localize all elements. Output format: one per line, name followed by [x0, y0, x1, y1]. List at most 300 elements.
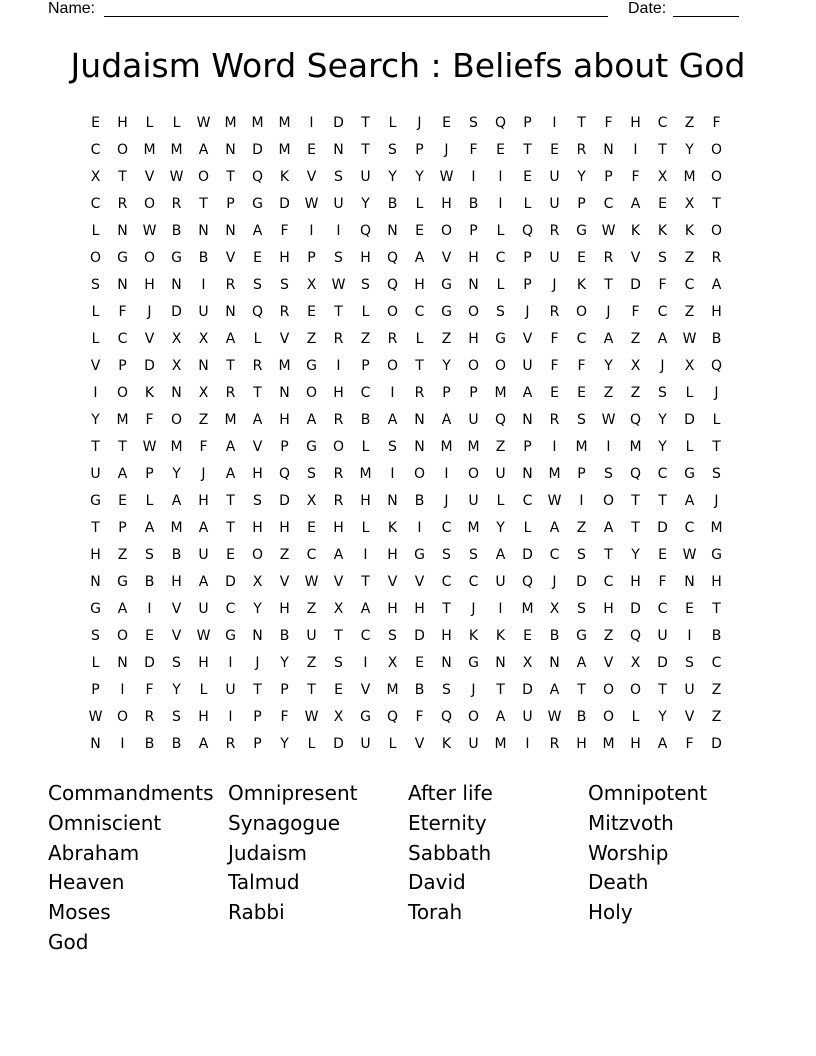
grid-letter[interactable]: L: [523, 520, 532, 536]
grid-letter[interactable]: W: [88, 709, 103, 725]
grid-letter[interactable]: O: [629, 682, 642, 698]
grid-letter[interactable]: F: [550, 358, 559, 374]
grid-letter[interactable]: V: [225, 250, 236, 266]
grid-letter[interactable]: D: [711, 736, 722, 752]
grid-letter[interactable]: E: [523, 169, 532, 185]
grid-letter[interactable]: Z: [684, 115, 695, 131]
grid-letter[interactable]: O: [143, 250, 156, 266]
grid-letter[interactable]: S: [469, 547, 478, 563]
grid-letter[interactable]: R: [549, 736, 560, 752]
grid-letter[interactable]: R: [279, 304, 290, 320]
grid-letter[interactable]: D: [522, 547, 533, 563]
grid-letter[interactable]: F: [631, 304, 640, 320]
grid-letter[interactable]: X: [306, 493, 317, 509]
grid-letter[interactable]: J: [525, 304, 530, 320]
grid-letter[interactable]: M: [359, 466, 372, 482]
grid-letter[interactable]: H: [198, 493, 209, 509]
grid-letter[interactable]: N: [198, 358, 209, 374]
grid-letter[interactable]: E: [523, 628, 532, 644]
grid-letter[interactable]: J: [255, 655, 260, 671]
grid-letter[interactable]: N: [279, 385, 290, 401]
grid-letter[interactable]: G: [225, 628, 236, 644]
grid-letter[interactable]: N: [414, 412, 425, 428]
grid-letter[interactable]: H: [441, 628, 452, 644]
grid-letter[interactable]: O: [440, 223, 453, 239]
grid-letter[interactable]: P: [523, 115, 532, 131]
grid-letter[interactable]: I: [228, 709, 233, 725]
grid-letter[interactable]: L: [361, 520, 370, 536]
grid-letter[interactable]: S: [658, 250, 667, 266]
grid-letter[interactable]: X: [333, 709, 344, 725]
grid-letter[interactable]: U: [198, 304, 209, 320]
grid-letter[interactable]: J: [444, 142, 449, 158]
grid-letter[interactable]: J: [714, 493, 719, 509]
grid-letter[interactable]: U: [468, 412, 479, 428]
grid-letter[interactable]: N: [171, 385, 182, 401]
grid-letter[interactable]: H: [468, 331, 479, 347]
grid-letter[interactable]: Y: [172, 466, 181, 482]
grid-letter[interactable]: N: [117, 223, 128, 239]
grid-letter[interactable]: T: [118, 169, 127, 185]
grid-letter[interactable]: H: [117, 115, 128, 131]
grid-letter[interactable]: R: [225, 385, 236, 401]
grid-letter[interactable]: L: [253, 331, 262, 347]
grid-letter[interactable]: I: [525, 736, 530, 752]
grid-letter[interactable]: Z: [117, 547, 128, 563]
grid-letter[interactable]: Q: [494, 115, 507, 131]
grid-letter[interactable]: L: [388, 736, 397, 752]
grid-letter[interactable]: F: [145, 412, 154, 428]
grid-letter[interactable]: Q: [494, 412, 507, 428]
grid-letter[interactable]: Y: [658, 709, 667, 725]
grid-letter[interactable]: S: [307, 466, 316, 482]
grid-letter[interactable]: O: [494, 358, 507, 374]
grid-letter[interactable]: H: [360, 493, 371, 509]
grid-letter[interactable]: Q: [386, 709, 399, 725]
grid-letter[interactable]: U: [549, 250, 560, 266]
grid-letter[interactable]: F: [145, 682, 154, 698]
grid-letter[interactable]: Z: [306, 601, 317, 617]
grid-letter[interactable]: A: [171, 493, 182, 509]
grid-letter[interactable]: H: [711, 304, 722, 320]
grid-letter[interactable]: I: [201, 277, 206, 293]
grid-letter[interactable]: D: [144, 358, 155, 374]
grid-letter[interactable]: R: [549, 304, 560, 320]
grid-letter[interactable]: Z: [441, 331, 452, 347]
grid-letter[interactable]: M: [494, 736, 507, 752]
grid-letter[interactable]: Y: [577, 169, 586, 185]
grid-letter[interactable]: X: [90, 169, 101, 185]
grid-letter[interactable]: R: [333, 466, 344, 482]
grid-letter[interactable]: E: [658, 196, 667, 212]
grid-letter[interactable]: G: [711, 547, 722, 563]
grid-letter[interactable]: C: [657, 466, 668, 482]
grid-letter[interactable]: M: [629, 439, 642, 455]
grid-letter[interactable]: B: [198, 250, 209, 266]
grid-letter[interactable]: M: [494, 385, 507, 401]
grid-letter[interactable]: Y: [280, 736, 289, 752]
grid-letter[interactable]: I: [363, 547, 368, 563]
grid-letter[interactable]: W: [304, 574, 319, 590]
grid-letter[interactable]: H: [576, 736, 587, 752]
grid-letter[interactable]: T: [604, 277, 613, 293]
grid-letter[interactable]: S: [91, 277, 100, 293]
grid-letter[interactable]: B: [279, 628, 290, 644]
grid-letter[interactable]: P: [469, 223, 478, 239]
grid-letter[interactable]: L: [307, 736, 316, 752]
grid-letter[interactable]: C: [684, 520, 695, 536]
grid-letter[interactable]: O: [332, 439, 345, 455]
grid-letter[interactable]: D: [252, 142, 263, 158]
grid-letter[interactable]: O: [710, 169, 723, 185]
grid-letter[interactable]: N: [171, 277, 182, 293]
grid-letter[interactable]: K: [576, 277, 587, 293]
grid-letter[interactable]: G: [441, 277, 452, 293]
grid-letter[interactable]: P: [307, 250, 316, 266]
grid-letter[interactable]: B: [711, 331, 722, 347]
grid-letter[interactable]: M: [278, 142, 291, 158]
grid-letter[interactable]: L: [199, 682, 208, 698]
grid-letter[interactable]: B: [360, 412, 371, 428]
grid-letter[interactable]: T: [496, 682, 505, 698]
grid-letter[interactable]: U: [333, 196, 344, 212]
grid-letter[interactable]: S: [172, 709, 181, 725]
grid-letter[interactable]: O: [467, 466, 480, 482]
grid-letter[interactable]: R: [171, 196, 182, 212]
grid-letter[interactable]: O: [602, 682, 615, 698]
grid-letter[interactable]: O: [143, 196, 156, 212]
grid-letter[interactable]: I: [552, 439, 557, 455]
grid-letter[interactable]: C: [711, 655, 722, 671]
grid-letter[interactable]: X: [630, 655, 641, 671]
grid-letter[interactable]: M: [521, 601, 534, 617]
grid-letter[interactable]: P: [91, 682, 100, 698]
grid-letter[interactable]: C: [603, 196, 614, 212]
grid-letter[interactable]: B: [414, 493, 425, 509]
grid-letter[interactable]: G: [171, 250, 182, 266]
grid-letter[interactable]: M: [467, 520, 480, 536]
grid-letter[interactable]: E: [307, 520, 316, 536]
grid-letter[interactable]: Y: [685, 142, 694, 158]
grid-letter[interactable]: O: [710, 142, 723, 158]
grid-letter[interactable]: H: [90, 547, 101, 563]
grid-letter[interactable]: A: [495, 547, 506, 563]
grid-letter[interactable]: V: [522, 331, 533, 347]
grid-letter[interactable]: V: [684, 709, 695, 725]
grid-letter[interactable]: Q: [521, 223, 534, 239]
grid-letter[interactable]: J: [471, 601, 476, 617]
grid-letter[interactable]: N: [198, 223, 209, 239]
grid-letter[interactable]: E: [253, 250, 262, 266]
grid-letter[interactable]: E: [415, 655, 424, 671]
grid-letter[interactable]: C: [549, 547, 560, 563]
grid-letter[interactable]: L: [361, 304, 370, 320]
grid-letter[interactable]: N: [387, 223, 398, 239]
grid-letter[interactable]: I: [579, 493, 584, 509]
name-field[interactable]: [104, 0, 608, 17]
grid-letter[interactable]: L: [388, 115, 397, 131]
grid-letter[interactable]: Z: [306, 331, 317, 347]
grid-letter[interactable]: N: [252, 628, 263, 644]
grid-letter[interactable]: X: [171, 331, 182, 347]
grid-letter[interactable]: A: [225, 439, 236, 455]
grid-letter[interactable]: Y: [280, 655, 289, 671]
grid-letter[interactable]: Q: [251, 169, 264, 185]
grid-letter[interactable]: S: [712, 466, 721, 482]
grid-letter[interactable]: O: [386, 358, 399, 374]
grid-letter[interactable]: L: [91, 304, 100, 320]
grid-letter[interactable]: N: [549, 655, 560, 671]
grid-letter[interactable]: S: [442, 547, 451, 563]
grid-letter[interactable]: A: [144, 520, 155, 536]
grid-letter[interactable]: R: [333, 493, 344, 509]
grid-letter[interactable]: H: [252, 466, 263, 482]
grid-letter[interactable]: G: [414, 547, 425, 563]
grid-letter[interactable]: Z: [198, 412, 209, 428]
grid-letter[interactable]: K: [495, 628, 506, 644]
grid-letter[interactable]: A: [549, 682, 560, 698]
grid-letter[interactable]: N: [225, 223, 236, 239]
grid-letter[interactable]: X: [198, 331, 209, 347]
grid-letter[interactable]: U: [360, 169, 371, 185]
grid-letter[interactable]: V: [603, 655, 614, 671]
grid-letter[interactable]: K: [441, 736, 452, 752]
grid-letter[interactable]: D: [630, 601, 641, 617]
grid-letter[interactable]: O: [170, 412, 183, 428]
grid-letter[interactable]: I: [390, 466, 395, 482]
grid-letter[interactable]: V: [144, 331, 155, 347]
grid-letter[interactable]: H: [387, 601, 398, 617]
grid-letter[interactable]: Q: [386, 250, 399, 266]
grid-letter[interactable]: H: [630, 115, 641, 131]
grid-letter[interactable]: O: [467, 358, 480, 374]
grid-letter[interactable]: H: [630, 574, 641, 590]
grid-letter[interactable]: T: [307, 682, 316, 698]
grid-letter[interactable]: C: [414, 304, 425, 320]
word-search-grid[interactable]: [82, 110, 730, 758]
grid-letter[interactable]: I: [498, 169, 503, 185]
grid-letter[interactable]: U: [549, 196, 560, 212]
grid-letter[interactable]: T: [631, 520, 640, 536]
grid-letter[interactable]: M: [278, 358, 291, 374]
grid-letter[interactable]: W: [439, 169, 454, 185]
grid-letter[interactable]: U: [657, 628, 668, 644]
grid-letter[interactable]: S: [388, 439, 397, 455]
grid-letter[interactable]: A: [252, 412, 263, 428]
grid-letter[interactable]: F: [415, 709, 424, 725]
grid-letter[interactable]: H: [603, 601, 614, 617]
grid-letter[interactable]: T: [226, 169, 235, 185]
grid-letter[interactable]: S: [145, 547, 154, 563]
grid-letter[interactable]: W: [547, 493, 562, 509]
grid-letter[interactable]: L: [712, 412, 721, 428]
grid-letter[interactable]: N: [225, 304, 236, 320]
grid-letter[interactable]: S: [172, 655, 181, 671]
grid-letter[interactable]: N: [468, 277, 479, 293]
grid-letter[interactable]: V: [360, 682, 371, 698]
grid-letter[interactable]: L: [172, 115, 181, 131]
grid-letter[interactable]: O: [116, 385, 129, 401]
grid-letter[interactable]: T: [577, 115, 586, 131]
grid-letter[interactable]: J: [660, 358, 665, 374]
grid-letter[interactable]: W: [682, 547, 697, 563]
grid-letter[interactable]: A: [603, 331, 614, 347]
grid-letter[interactable]: A: [198, 736, 209, 752]
grid-letter[interactable]: I: [336, 358, 341, 374]
grid-letter[interactable]: T: [712, 439, 721, 455]
grid-letter[interactable]: B: [711, 628, 722, 644]
grid-letter[interactable]: C: [441, 574, 452, 590]
grid-letter[interactable]: K: [630, 223, 641, 239]
grid-letter[interactable]: C: [495, 250, 506, 266]
grid-letter[interactable]: N: [387, 493, 398, 509]
grid-letter[interactable]: E: [442, 115, 451, 131]
grid-letter[interactable]: H: [414, 601, 425, 617]
grid-letter[interactable]: M: [602, 736, 615, 752]
grid-letter[interactable]: I: [336, 223, 341, 239]
grid-letter[interactable]: M: [224, 115, 237, 131]
grid-letter[interactable]: N: [522, 412, 533, 428]
grid-letter[interactable]: Q: [278, 466, 291, 482]
grid-letter[interactable]: F: [658, 277, 667, 293]
grid-letter[interactable]: R: [333, 331, 344, 347]
grid-letter[interactable]: W: [547, 709, 562, 725]
grid-letter[interactable]: A: [441, 412, 452, 428]
grid-letter[interactable]: J: [606, 304, 611, 320]
grid-letter[interactable]: I: [606, 439, 611, 455]
grid-letter[interactable]: D: [657, 655, 668, 671]
grid-letter[interactable]: J: [444, 493, 449, 509]
grid-letter[interactable]: H: [198, 655, 209, 671]
grid-letter[interactable]: U: [495, 466, 506, 482]
grid-letter[interactable]: I: [228, 655, 233, 671]
grid-letter[interactable]: R: [144, 709, 155, 725]
grid-letter[interactable]: B: [171, 223, 182, 239]
grid-letter[interactable]: U: [90, 466, 101, 482]
grid-letter[interactable]: T: [334, 304, 343, 320]
grid-letter[interactable]: A: [630, 196, 641, 212]
grid-letter[interactable]: R: [333, 412, 344, 428]
grid-letter[interactable]: G: [90, 493, 101, 509]
grid-letter[interactable]: P: [415, 142, 424, 158]
grid-letter[interactable]: M: [170, 520, 183, 536]
grid-letter[interactable]: Y: [172, 682, 181, 698]
grid-letter[interactable]: T: [226, 493, 235, 509]
grid-letter[interactable]: L: [415, 196, 424, 212]
grid-letter[interactable]: O: [251, 547, 264, 563]
grid-letter[interactable]: U: [684, 682, 695, 698]
grid-letter[interactable]: W: [169, 169, 184, 185]
grid-letter[interactable]: H: [387, 547, 398, 563]
grid-letter[interactable]: G: [441, 304, 452, 320]
grid-letter[interactable]: Y: [658, 412, 667, 428]
grid-letter[interactable]: B: [171, 547, 182, 563]
grid-letter[interactable]: Z: [684, 304, 695, 320]
grid-letter[interactable]: G: [576, 223, 587, 239]
grid-letter[interactable]: A: [495, 709, 506, 725]
grid-letter[interactable]: A: [549, 520, 560, 536]
grid-letter[interactable]: J: [714, 385, 719, 401]
grid-letter[interactable]: G: [306, 439, 317, 455]
grid-letter[interactable]: I: [633, 142, 638, 158]
grid-letter[interactable]: B: [576, 709, 587, 725]
grid-letter[interactable]: O: [116, 709, 129, 725]
grid-letter[interactable]: F: [199, 439, 208, 455]
grid-letter[interactable]: G: [495, 331, 506, 347]
grid-letter[interactable]: U: [468, 736, 479, 752]
grid-letter[interactable]: T: [604, 547, 613, 563]
grid-letter[interactable]: M: [251, 115, 264, 131]
grid-letter[interactable]: L: [91, 223, 100, 239]
grid-letter[interactable]: O: [413, 466, 426, 482]
grid-letter[interactable]: H: [144, 277, 155, 293]
grid-letter[interactable]: T: [361, 142, 370, 158]
grid-letter[interactable]: Y: [361, 196, 370, 212]
grid-letter[interactable]: X: [630, 358, 641, 374]
grid-letter[interactable]: X: [387, 655, 398, 671]
grid-letter[interactable]: F: [577, 358, 586, 374]
grid-letter[interactable]: K: [684, 223, 695, 239]
grid-letter[interactable]: D: [225, 574, 236, 590]
grid-letter[interactable]: U: [360, 736, 371, 752]
grid-letter[interactable]: M: [143, 142, 156, 158]
grid-letter[interactable]: H: [252, 520, 263, 536]
grid-letter[interactable]: V: [144, 169, 155, 185]
grid-letter[interactable]: L: [523, 196, 532, 212]
grid-letter[interactable]: D: [144, 655, 155, 671]
grid-letter[interactable]: Z: [630, 331, 641, 347]
grid-letter[interactable]: S: [388, 628, 397, 644]
grid-letter[interactable]: C: [306, 547, 317, 563]
grid-letter[interactable]: V: [387, 574, 398, 590]
grid-letter[interactable]: H: [279, 250, 290, 266]
grid-letter[interactable]: M: [548, 466, 561, 482]
grid-letter[interactable]: A: [198, 520, 209, 536]
grid-letter[interactable]: V: [252, 439, 263, 455]
grid-letter[interactable]: H: [630, 736, 641, 752]
grid-letter[interactable]: N: [441, 655, 452, 671]
grid-letter[interactable]: P: [523, 439, 532, 455]
grid-letter[interactable]: D: [684, 412, 695, 428]
grid-letter[interactable]: E: [334, 682, 343, 698]
grid-letter[interactable]: M: [116, 412, 129, 428]
grid-letter[interactable]: W: [142, 223, 157, 239]
grid-letter[interactable]: L: [361, 439, 370, 455]
grid-letter[interactable]: A: [711, 277, 722, 293]
grid-letter[interactable]: B: [171, 736, 182, 752]
grid-letter[interactable]: M: [440, 439, 453, 455]
date-field[interactable]: [673, 0, 739, 17]
grid-letter[interactable]: A: [387, 412, 398, 428]
grid-letter[interactable]: H: [360, 250, 371, 266]
grid-letter[interactable]: T: [199, 196, 208, 212]
grid-letter[interactable]: S: [685, 655, 694, 671]
grid-letter[interactable]: G: [306, 358, 317, 374]
grid-letter[interactable]: I: [471, 169, 476, 185]
grid-letter[interactable]: C: [441, 520, 452, 536]
grid-letter[interactable]: Z: [630, 385, 641, 401]
grid-letter[interactable]: O: [386, 304, 399, 320]
grid-letter[interactable]: Y: [604, 358, 613, 374]
grid-letter[interactable]: U: [495, 574, 506, 590]
grid-letter[interactable]: P: [604, 169, 613, 185]
grid-letter[interactable]: J: [471, 682, 476, 698]
grid-letter[interactable]: D: [171, 304, 182, 320]
grid-letter[interactable]: A: [198, 574, 209, 590]
grid-letter[interactable]: G: [90, 601, 101, 617]
grid-letter[interactable]: D: [333, 115, 344, 131]
grid-letter[interactable]: W: [682, 331, 697, 347]
